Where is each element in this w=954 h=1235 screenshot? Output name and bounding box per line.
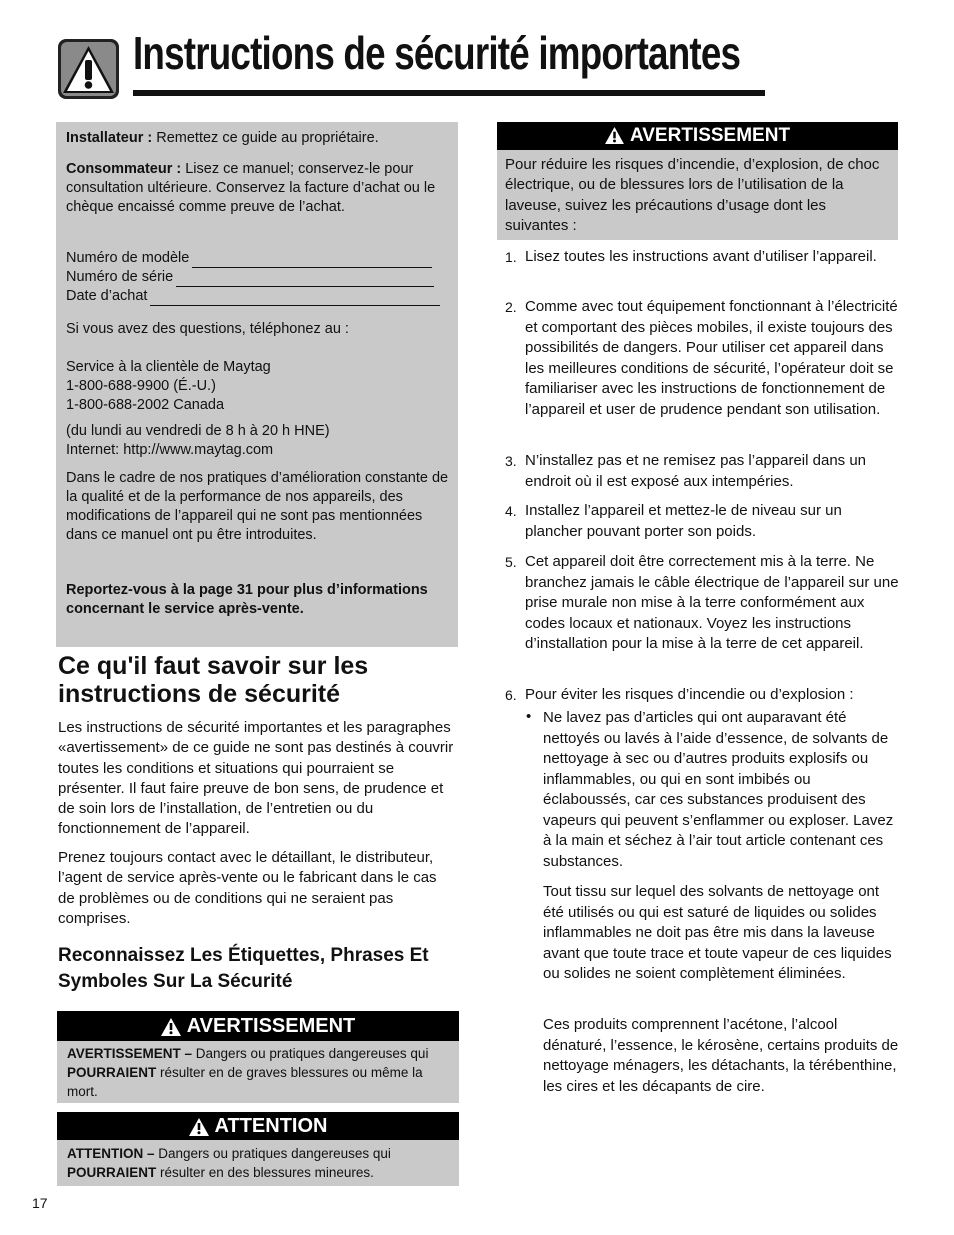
warning-label-header: AVERTISSEMENT (57, 1011, 459, 1041)
service-reference: Reportez-vous à la page 31 pour plus d’informations concernant le service après-vente. (66, 582, 428, 617)
title-rule (133, 90, 765, 96)
section-paragraph: Prenez toujours contact avec le détaillant, le distributeur, l’agent de service après-vente ou le fabricant dans le cas de problèmes ou de conditions qui ne seraient pas comprises. (58, 849, 437, 927)
caution-label-box (57, 1112, 459, 1186)
warning-triangle-icon (189, 1118, 209, 1136)
purchase-date-field: Date d’achat (66, 287, 451, 306)
warning-intro: Pour réduire les risques d’incendie, d’explosion, de choc électrique, ou de blessures lors de l’utilisation de la laveuse, suivez les précautions d’usage dont les suivantes : (505, 156, 880, 234)
list-item: 1. Lisez toutes les instructions avant d’utiliser l’appareil. (505, 248, 877, 265)
list-item: 4. Installez l’appareil et mettez-le de niveau sur un plancher pouvant porter son poids. (505, 502, 842, 540)
sub-item-text: Ne lavez pas d’articles qui ont auparavant été nettoyés ou lavés à l’aide d’essence, de solvants de nettoyage à sec ou d’autres produits explosifs ou inflammables, ou qui en sont imbibés ou éclaboussés, car ces substances produisent des vapeurs qui peuvent s’enflammer ou exploser. Lavez à la main et séchez à l’air tout article contenant ces substances. (543, 709, 894, 870)
sub-item-text: Ces produits comprennent l’acétone, l’alcool dénaturé, l’essence, le kérosène, certains produits de nettoyage ménagers, les détachants, la térébenthine, les cires et les décapants de cire. (543, 1016, 899, 1095)
hours-and-website: (du lundi au vendredi de 8 h à 20 h HNE) Internet: http://www.maytag.com (66, 423, 330, 458)
installer-note: Installateur : Remettez ce guide au propriétaire. (66, 130, 379, 146)
list-item: 5. Cet appareil doit être correctement mis à la terre. Ne branchez jamais le câble électrique de l’appareil sur une prise murale non mise à la terre conformément aux codes locaux et nationaux. Voyez les instructions d’installation pour la mise à la terre de cet appareil. (505, 553, 899, 652)
service-contact: Service à la clientèle de Maytag 1-800-688-9900 (É.-U.) 1-800-688-2002 Canada (66, 359, 271, 413)
questions-text: Si vous avez des questions, téléphonez au : (66, 321, 349, 337)
subsection-heading: Reconnaissez Les Étiquettes, Phrases Et Symboles Sur La Sécurité (58, 945, 429, 992)
warning-triangle-icon (57, 38, 120, 100)
section-paragraph: Les instructions de sécurité importantes et les paragraphes «avertissement» de ce guide ne sont pas destinés à couvrir toutes les conditions et situations qui pourraient se présenter. Il faut faire preuve de bon sens, de prudence et de soin lors de l’installation, de l’entretien ou du fonctionnement de l’appareil. (58, 719, 454, 838)
consumer-note: Consommateur : Lisez ce manuel; conservez-le pour consultation ultérieure. Conservez la facture d’achat ou le chèque encaissé comme preuve de l’achat. (66, 161, 436, 215)
warning-triangle-icon (605, 127, 624, 144)
sub-item-text: Tout tissu sur lequel des solvants de nettoyage ont été utilisés ou qui est saturé de liquides ou solides inflammables ne doit pas être mis dans la laveuse avant que toute trace et toute vapeur de ces liquides ou solides ne soient complètement éliminées. (543, 883, 892, 982)
warning-label-text: AVERTISSEMENT – Dangers ou pratiques dangereuses qui POURRAIENT résulter en de graves blessures ou même la mort. (67, 1046, 429, 1099)
page-title: Instructions de sécurité importantes (133, 27, 741, 79)
improvement-note: Dans le cadre de nos pratiques d’amélioration constante de la qualité et de la performance de nos appareils, des modifications de l’appareil qui ne sont pas mentionnées dans ce manuel ont pu être introduites. (66, 470, 449, 543)
list-item: 6. Pour éviter les risques d’incendie ou d’explosion : (505, 686, 854, 703)
warning-box-header: AVERTISSEMENT (497, 122, 898, 150)
warning-label-box (57, 1011, 459, 1103)
warning-triangle-icon (161, 1018, 181, 1036)
caution-label-text: ATTENTION – Dangers ou pratiques dangereuses qui POURRAIENT résulter en des blessures mineures. (67, 1146, 391, 1180)
list-item: 2. Comme avec tout équipement fonctionnant à l’électricité et comportant des pièces mobiles, il existe toujours des possibilités de dangers. Pour utiliser cet appareil dans les meilleures conditions de sécurité, l’opérateur doit se familiariser avec les instructions de fonctionnement de l’appareil et user de prudence pendant son utilisation. (505, 298, 898, 418)
bullet-marker: • (526, 708, 532, 725)
section-heading: Ce qu'il faut savoir sur les instructions de sécurité (58, 652, 369, 708)
serial-number-field: Numéro de série (66, 268, 451, 287)
list-item: 3. N’installez pas et ne remisez pas l’appareil dans un endroit où il est exposé aux intempéries. (505, 452, 867, 490)
page-number: 17 (32, 1195, 48, 1211)
model-number-field: Numéro de modèle (66, 249, 451, 268)
caution-label-header: ATTENTION (57, 1112, 459, 1140)
